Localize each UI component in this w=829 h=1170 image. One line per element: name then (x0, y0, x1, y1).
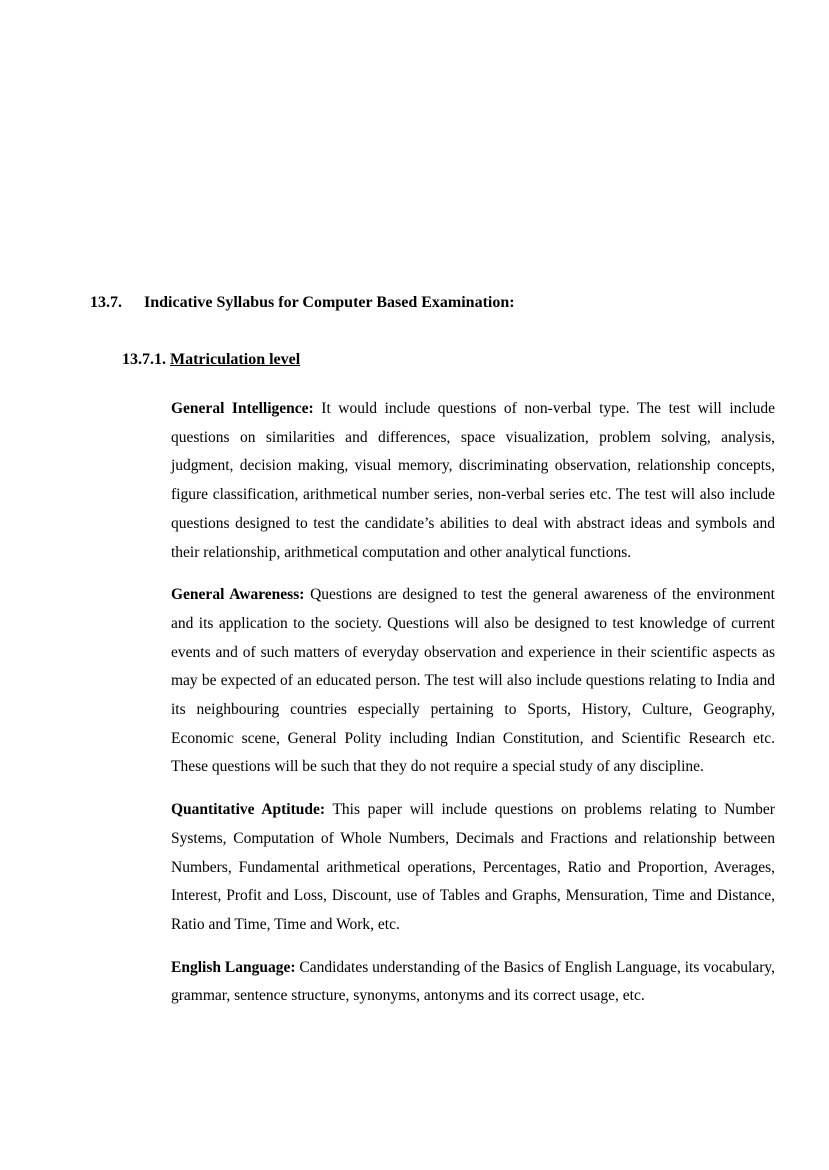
paragraph-label: Quantitative Aptitude: (171, 801, 326, 819)
paragraph-text: Candidates understanding of the Basics of English Language, its vocabulary, grammar, sentence structure, synonyms, antonyms and its correct usage, etc. (171, 958, 775, 1005)
paragraph-quantitative-aptitude (171, 796, 775, 940)
subsection-heading (122, 351, 300, 369)
paragraph-general-awareness (171, 581, 775, 782)
paragraph-label: General Intelligence: (171, 400, 314, 417)
paragraph-label: General Awareness: (171, 586, 305, 604)
paragraph-text: It would include questions of non-verbal type. The test will include questions on similarities and differences, space visualization, problem solving, analysis, judgment, decision making, visual memory, discriminating observation, relationship concepts, figure classification, arithmetical number series, non-verbal series etc. The test will also include questions designed to test the candidate’s abilities to deal with abstract ideas and symbols and their relationship, arithmetical computation and other analytical functions. (171, 400, 775, 561)
section-title: Indicative Syllabus for Computer Based Examination: (144, 294, 515, 311)
syllabus-content (171, 395, 775, 1025)
subsection-number: 13.7.1. (122, 351, 166, 368)
paragraph-general-intelligence (171, 395, 775, 567)
section-number: 13.7. (90, 294, 122, 311)
paragraph-english-language (171, 954, 775, 1011)
subsection-title: Matriculation level (170, 351, 301, 368)
paragraph-text: This paper will include questions on problems relating to Number Systems, Computation of Whole Numbers, Decimals and Fractions and relationship between Numbers, Fundamental arithmetical operations, Percentages, Ratio and Proportion, Averages, Interest, Profit and Loss, Discount, use of Tables and Graphs, Mensuration, Time and Distance, Ratio and Time, Time and Work, etc. (171, 801, 775, 933)
paragraph-text: Questions are designed to test the general awareness of the environment and its application to the society. Questions will also be designed to test knowledge of current events and of such matters of everyday observation and experience in their scientific aspects as may be expected of an educated person. The test will also include questions relating to India and its neighbouring countries especially pertaining to Sports, History, Culture, Geography, Economic scene, General Polity including Indian Constitution, and Scientific Research etc. These questions will be such that they do not require a special study of any discipline. (171, 586, 775, 776)
paragraph-label: English Language: (171, 958, 296, 976)
section-heading (90, 294, 515, 312)
